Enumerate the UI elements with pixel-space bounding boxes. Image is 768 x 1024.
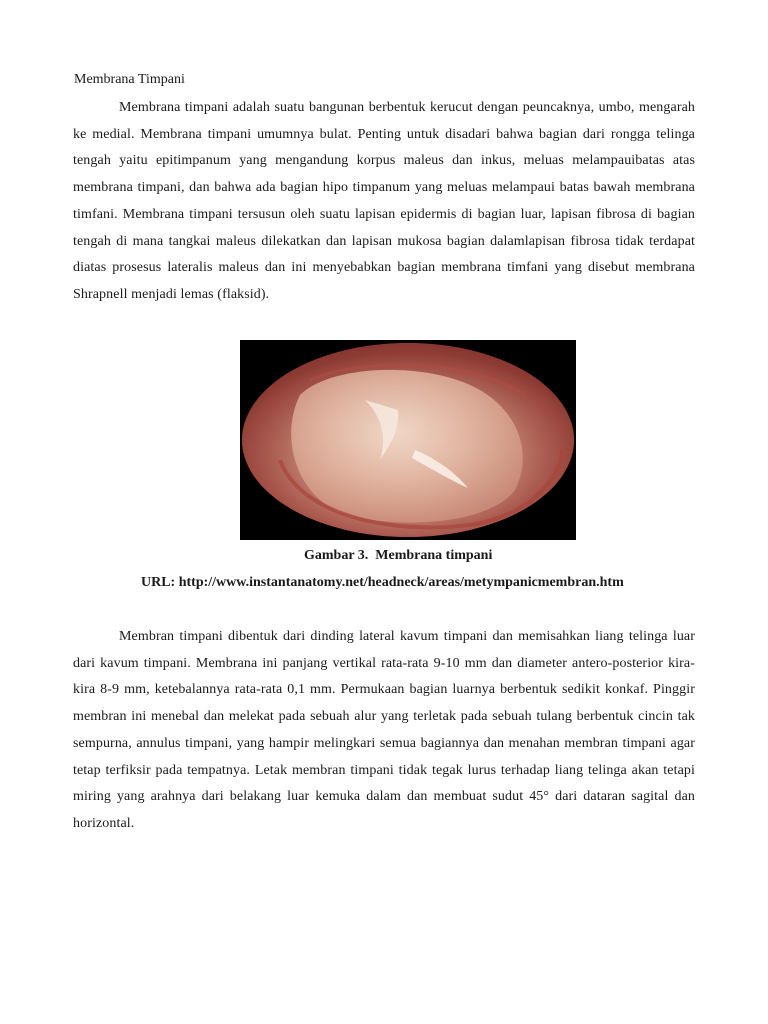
figure-source-url: URL: http://www.instantanatomy.net/headneck/areas/metympanicmembran.htm xyxy=(141,575,624,590)
figure-caption: Gambar 3. Membrana timpani xyxy=(304,548,493,563)
paragraph-membrana-timpani-structure: Membrana timpani adalah suatu bangunan berbentuk kerucut dengan peuncaknya, umbo, mengarah ke medial. Membrana timpani umumnya bulat. Penting untuk disadari bahwa bagian dari rongga telinga tengah yaitu epitimpanum yang mengandung korpus maleus dan inkus, meluas melampauibatas atas membrana timpani, dan bahwa ada bagian hipo timpanum yang meluas melampaui batas bawah membrana timfani. Membrana timpani tersusun oleh suatu lapisan epidermis di bagian luar, lapisan fibrosa di bagian tengah di mana tangkai maleus dilekatkan dan lapisan mukosa bagian dalamlapisan fibrosa tidak terdapat diatas prosesus lateralis maleus dan ini menyebabkan bagian membrana timfani yang disebut membrana Shrapnell menjadi lemas (flaksid). xyxy=(73,100,695,302)
section-heading: Membrana Timpani xyxy=(74,72,185,87)
tympanic-membrane-photo xyxy=(240,340,576,540)
paragraph-membrana-timpani-dimensions: Membran timpani dibentuk dari dinding lateral kavum timpani dan memisahkan liang telinga luar dari kavum timpani. Membrana ini panjang vertikal rata-rata 9-10 mm dan diameter antero-posterior kira-kira 8-9 mm, ketebalannya rata-rata 0,1 mm. Permukaan bagian luarnya berbentuk sedikit konkaf. Pinggir membran ini menebal dan melekat pada sebuah alur yang terletak pada sebuah tulang berbentuk cincin tak sempurna, annulus timpani, yang hampir melingkari semua bagiannya dan menahan membran timpani agar tetap terfiksir pada tempatnya. Letak membran timpani tidak tegak lurus terhadap liang telinga akan tetapi miring yang arahnya dari belakang luar kemuka dalam dan membuat sudut 45° dari dataran sagital dan horizontal. xyxy=(73,629,695,831)
